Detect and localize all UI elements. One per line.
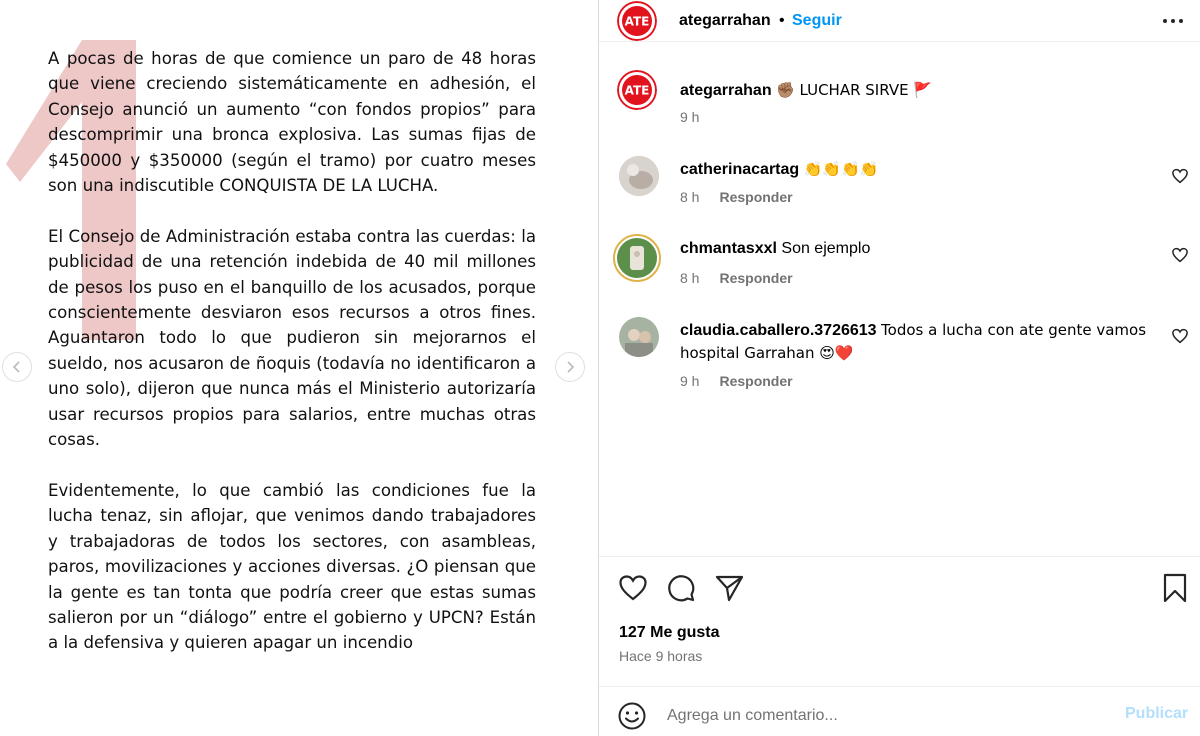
comment-meta <box>680 270 793 286</box>
comment-line <box>680 238 1150 260</box>
post-side-panel <box>599 0 1200 736</box>
comment-text: 👏👏👏👏 <box>803 160 879 178</box>
ate-logo-avatar[interactable] <box>617 70 657 110</box>
post-paragraph-3: Evidentemente, lo que cambió las condiciones fue la lucha tenaz, sin aflojar, que venimos dando trabajadores y trabajadoras de todos los sectores, con asambleas, paros, movilizaciones y acciones diversas. ¿O piensan que la gente es tan tonta que podría creer que estas sumas salieron por un “diálogo” entre el gobierno y UPCN? Están a la defensiva y quieren apagar un incendio <box>48 480 536 653</box>
more-icon[interactable] <box>1161 14 1185 28</box>
reply-button[interactable]: Responder <box>719 189 793 205</box>
caption-username[interactable]: ategarrahan <box>680 82 772 99</box>
user-photo-icon <box>619 317 659 357</box>
smiley-icon[interactable] <box>617 701 647 731</box>
chevron-right-icon <box>564 361 576 373</box>
avatar[interactable] <box>619 156 659 196</box>
avatar[interactable] <box>619 317 659 357</box>
likes-count[interactable]: 127 Me gusta <box>619 624 720 641</box>
comment-time[interactable]: 8 h <box>680 270 700 286</box>
svg-text:ATE: ATE <box>624 83 650 98</box>
action-bar <box>599 570 1200 606</box>
comment-username[interactable]: chmantasxxl <box>680 240 777 257</box>
ate-logo-avatar[interactable] <box>617 1 657 41</box>
comment-line <box>680 319 1150 365</box>
comment-icon[interactable] <box>665 572 697 604</box>
avatar[interactable] <box>613 234 661 282</box>
caption-time[interactable]: 9 h <box>680 109 700 125</box>
comment-time[interactable]: 8 h <box>680 189 700 205</box>
comment-time[interactable]: 9 h <box>680 373 700 389</box>
comment-meta <box>680 373 793 389</box>
post-paragraph-2: El Consejo de Administración estaba contra las cuerdas: la publicidad de una retención indebida de 40 mil millones de pesos los puso en el banquillo de los acusados, porque conscientemente desviaron esos recursos a otros fines. Aguantaron todo lo que pudieron sin mejorarnos el sueldo, nos acusaron de ñoquis (todavía no identificaron a uno solo), dijeron que nunca más el Ministerio autorizaría usar recursos propios para salarios, entre muchas otras cosas. <box>48 226 536 450</box>
post-header <box>599 0 1200 42</box>
comment-input[interactable] <box>667 699 1107 733</box>
comment-username[interactable]: catherinacartag <box>680 161 800 178</box>
caption-meta <box>680 109 699 125</box>
post-paragraph-1: A pocas de horas de que comience un paro de 48 horas que viene creciendo sistemáticamente en adhesión, el Consejo anunció un aumento “con fondos propios” para descomprimir una bronca explosiva. Las sumas fijas de $450000 y $350000 (según el tramo) por cuatro meses son una indiscutible CONQUISTA DE LA LUCHA. <box>48 49 536 196</box>
comment-text: Son ejemplo <box>781 240 871 257</box>
bookmark-icon[interactable] <box>1159 572 1191 604</box>
send-icon[interactable] <box>714 572 746 604</box>
publish-button[interactable]: Publicar <box>1125 705 1189 722</box>
comment-composer <box>599 686 1200 736</box>
comment-text: Todos a lucha con ate gente vamos hospital Garrahan 😍❤️ <box>680 321 1147 362</box>
comment-username[interactable]: claudia.caballero.3726613 <box>680 322 877 339</box>
actions-divider <box>599 556 1200 557</box>
chevron-left-icon <box>11 361 23 373</box>
post-media <box>0 0 598 736</box>
heart-icon[interactable] <box>617 572 649 604</box>
previous-slide-button[interactable] <box>2 352 32 382</box>
caption-line <box>680 79 1150 102</box>
svg-text:ATE: ATE <box>624 14 650 29</box>
user-photo-icon <box>617 238 657 278</box>
follow-button[interactable]: Seguir <box>792 12 842 29</box>
reply-button[interactable]: Responder <box>719 373 793 389</box>
caption-text: ✊🏽 LUCHAR SIRVE 🚩 <box>776 81 933 99</box>
header-username[interactable]: ategarrahan <box>679 12 771 29</box>
header-separator: • <box>779 12 785 29</box>
post-time[interactable]: Hace 9 horas <box>619 648 703 664</box>
next-slide-button[interactable] <box>555 352 585 382</box>
comment-meta <box>680 189 793 205</box>
heart-icon[interactable] <box>1171 246 1189 264</box>
comment-line <box>680 158 1150 181</box>
reply-button[interactable]: Responder <box>719 270 793 286</box>
post-text <box>48 46 536 681</box>
heart-icon[interactable] <box>1171 327 1189 345</box>
heart-icon[interactable] <box>1171 167 1189 185</box>
user-photo-icon <box>619 156 659 196</box>
